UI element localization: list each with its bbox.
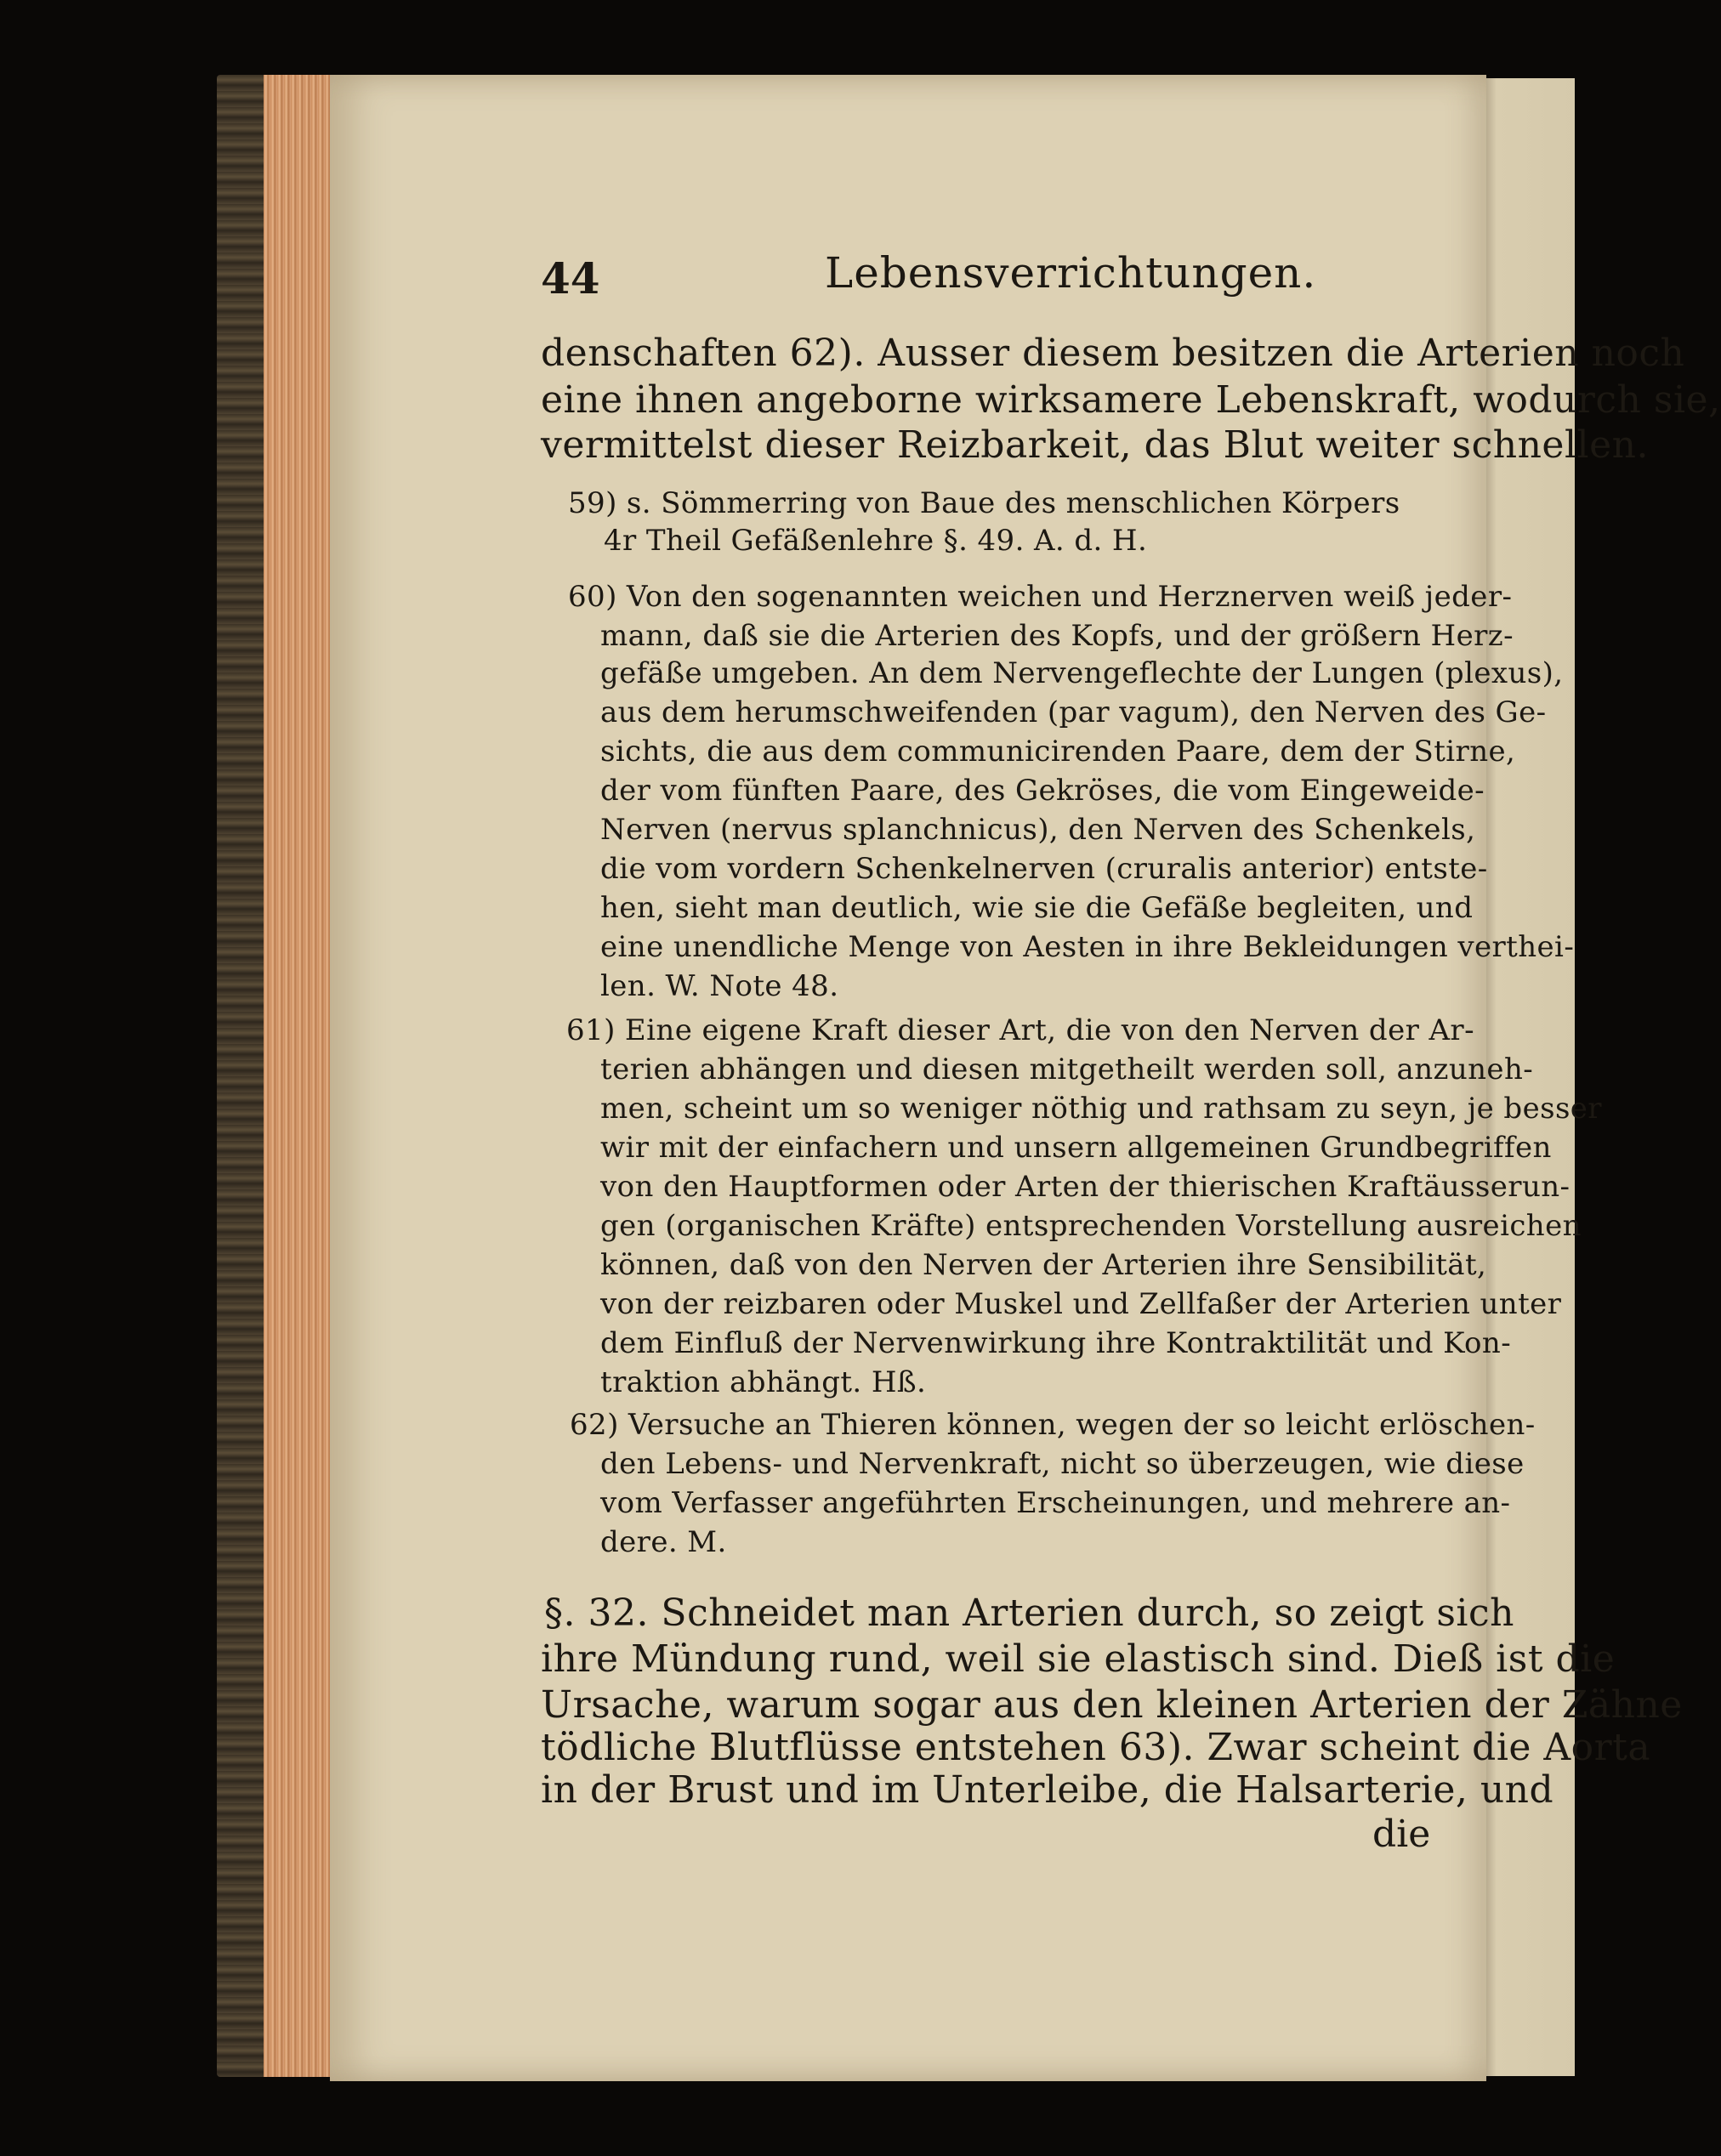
footnote-line: hen, sieht man deutlich, wie sie die Gefäße begleiten, und bbox=[600, 891, 1474, 925]
body-line: Ursache, warum sogar aus den kleinen Arterien der Zähne bbox=[541, 1683, 1683, 1727]
footnote-line: aus dem herumschweifenden (par vagum), den Nerven des Ge- bbox=[600, 695, 1547, 729]
footnote-line: die vom vordern Schenkelnerven (cruralis anterior) entste- bbox=[600, 852, 1488, 886]
body-line: tödliche Blutflüsse entstehen 63). Zwar scheint die Aorta bbox=[541, 1726, 1651, 1769]
footnote-line: len. W. Note 48. bbox=[600, 969, 839, 1003]
footnote-line: gefäße umgeben. An dem Nervengeflechte der Lungen (plexus), bbox=[600, 656, 1564, 690]
book-spine bbox=[217, 75, 268, 2077]
footnote-line: Nerven (nervus splanchnicus), den Nerven des Schenkels, bbox=[600, 813, 1476, 847]
body-line: in der Brust und im Unterleibe, die Halsarterie, und bbox=[541, 1768, 1554, 1812]
footnote-line: von der reizbaren oder Muskel und Zellfaßer der Arterien unter bbox=[600, 1287, 1562, 1321]
footnote-line: men, scheint um so weniger nöthig und rathsam zu seyn, je besser bbox=[600, 1092, 1602, 1126]
footnote-line: gen (organischen Kräfte) entsprechenden Vorstellung ausreichen bbox=[600, 1209, 1582, 1243]
body-line: eine ihnen angeborne wirksamere Lebenskraft, wodurch sie, bbox=[541, 378, 1721, 422]
footnote-line: 60) Von den sogenannten weichen und Herznerven weiß jeder- bbox=[568, 580, 1513, 614]
footnote-line: traktion abhängt. Hß. bbox=[600, 1365, 927, 1399]
catchword: die bbox=[1372, 1813, 1431, 1856]
footnote-line: terien abhängen und diesen mitgetheilt werden soll, anzuneh- bbox=[600, 1052, 1534, 1087]
footnote-line: vom Verfasser angeführten Erscheinungen, und mehrere an- bbox=[600, 1486, 1511, 1520]
running-title: Lebensverrichtungen. bbox=[825, 248, 1317, 298]
footnote-line: dere. M. bbox=[600, 1525, 727, 1559]
footnote-line: den Lebens- und Nervenkraft, nicht so überzeugen, wie diese bbox=[600, 1447, 1525, 1481]
footnote-line: dem Einfluß der Nervenwirkung ihre Kontraktilität und Kon- bbox=[600, 1326, 1512, 1360]
body-line: denschaften 62). Ausser diesem besitzen die Arterien noch bbox=[541, 332, 1685, 375]
footnote-line: der vom fünften Paare, des Gekröses, die vom Eingeweide- bbox=[600, 774, 1485, 808]
footnote-line: sichts, die aus dem communicirenden Paare, dem der Stirne, bbox=[600, 735, 1516, 769]
footnote-line: wir mit der einfachern und unsern allgemeinen Grundbegriffen bbox=[600, 1131, 1552, 1165]
page-edges bbox=[264, 75, 332, 2077]
footnote-line: von den Hauptformen oder Arten der thierischen Kraftäusserun- bbox=[600, 1170, 1570, 1204]
footnote-line: 62) Versuche an Thieren können, wegen der so leicht erlöschen- bbox=[570, 1408, 1536, 1442]
footnote-line: eine unendliche Menge von Aesten in ihre Bekleidungen verthei- bbox=[600, 930, 1575, 964]
footnote-line: können, daß von den Nerven der Arterien ihre Sensibilität, bbox=[600, 1248, 1487, 1282]
body-line: vermittelst dieser Reizbarkeit, das Blut weiter schnellen. bbox=[541, 423, 1649, 467]
body-line: ihre Mündung rund, weil sie elastisch sind. Dieß ist die bbox=[541, 1637, 1616, 1681]
footnote-line: 61) Eine eigene Kraft dieser Art, die von den Nerven der Ar- bbox=[566, 1013, 1474, 1047]
footnote-line: 4r Theil Gefäßenlehre §. 49. A. d. H. bbox=[604, 524, 1148, 558]
page-number: 44 bbox=[541, 253, 600, 304]
body-line: §. 32. Schneidet man Arterien durch, so zeigt sich bbox=[544, 1591, 1514, 1635]
footnote-line: mann, daß sie die Arterien des Kopfs, und der größern Herz- bbox=[600, 619, 1514, 653]
footnote-line: 59) s. Sömmerring von Baue des menschlichen Körpers bbox=[568, 486, 1400, 520]
